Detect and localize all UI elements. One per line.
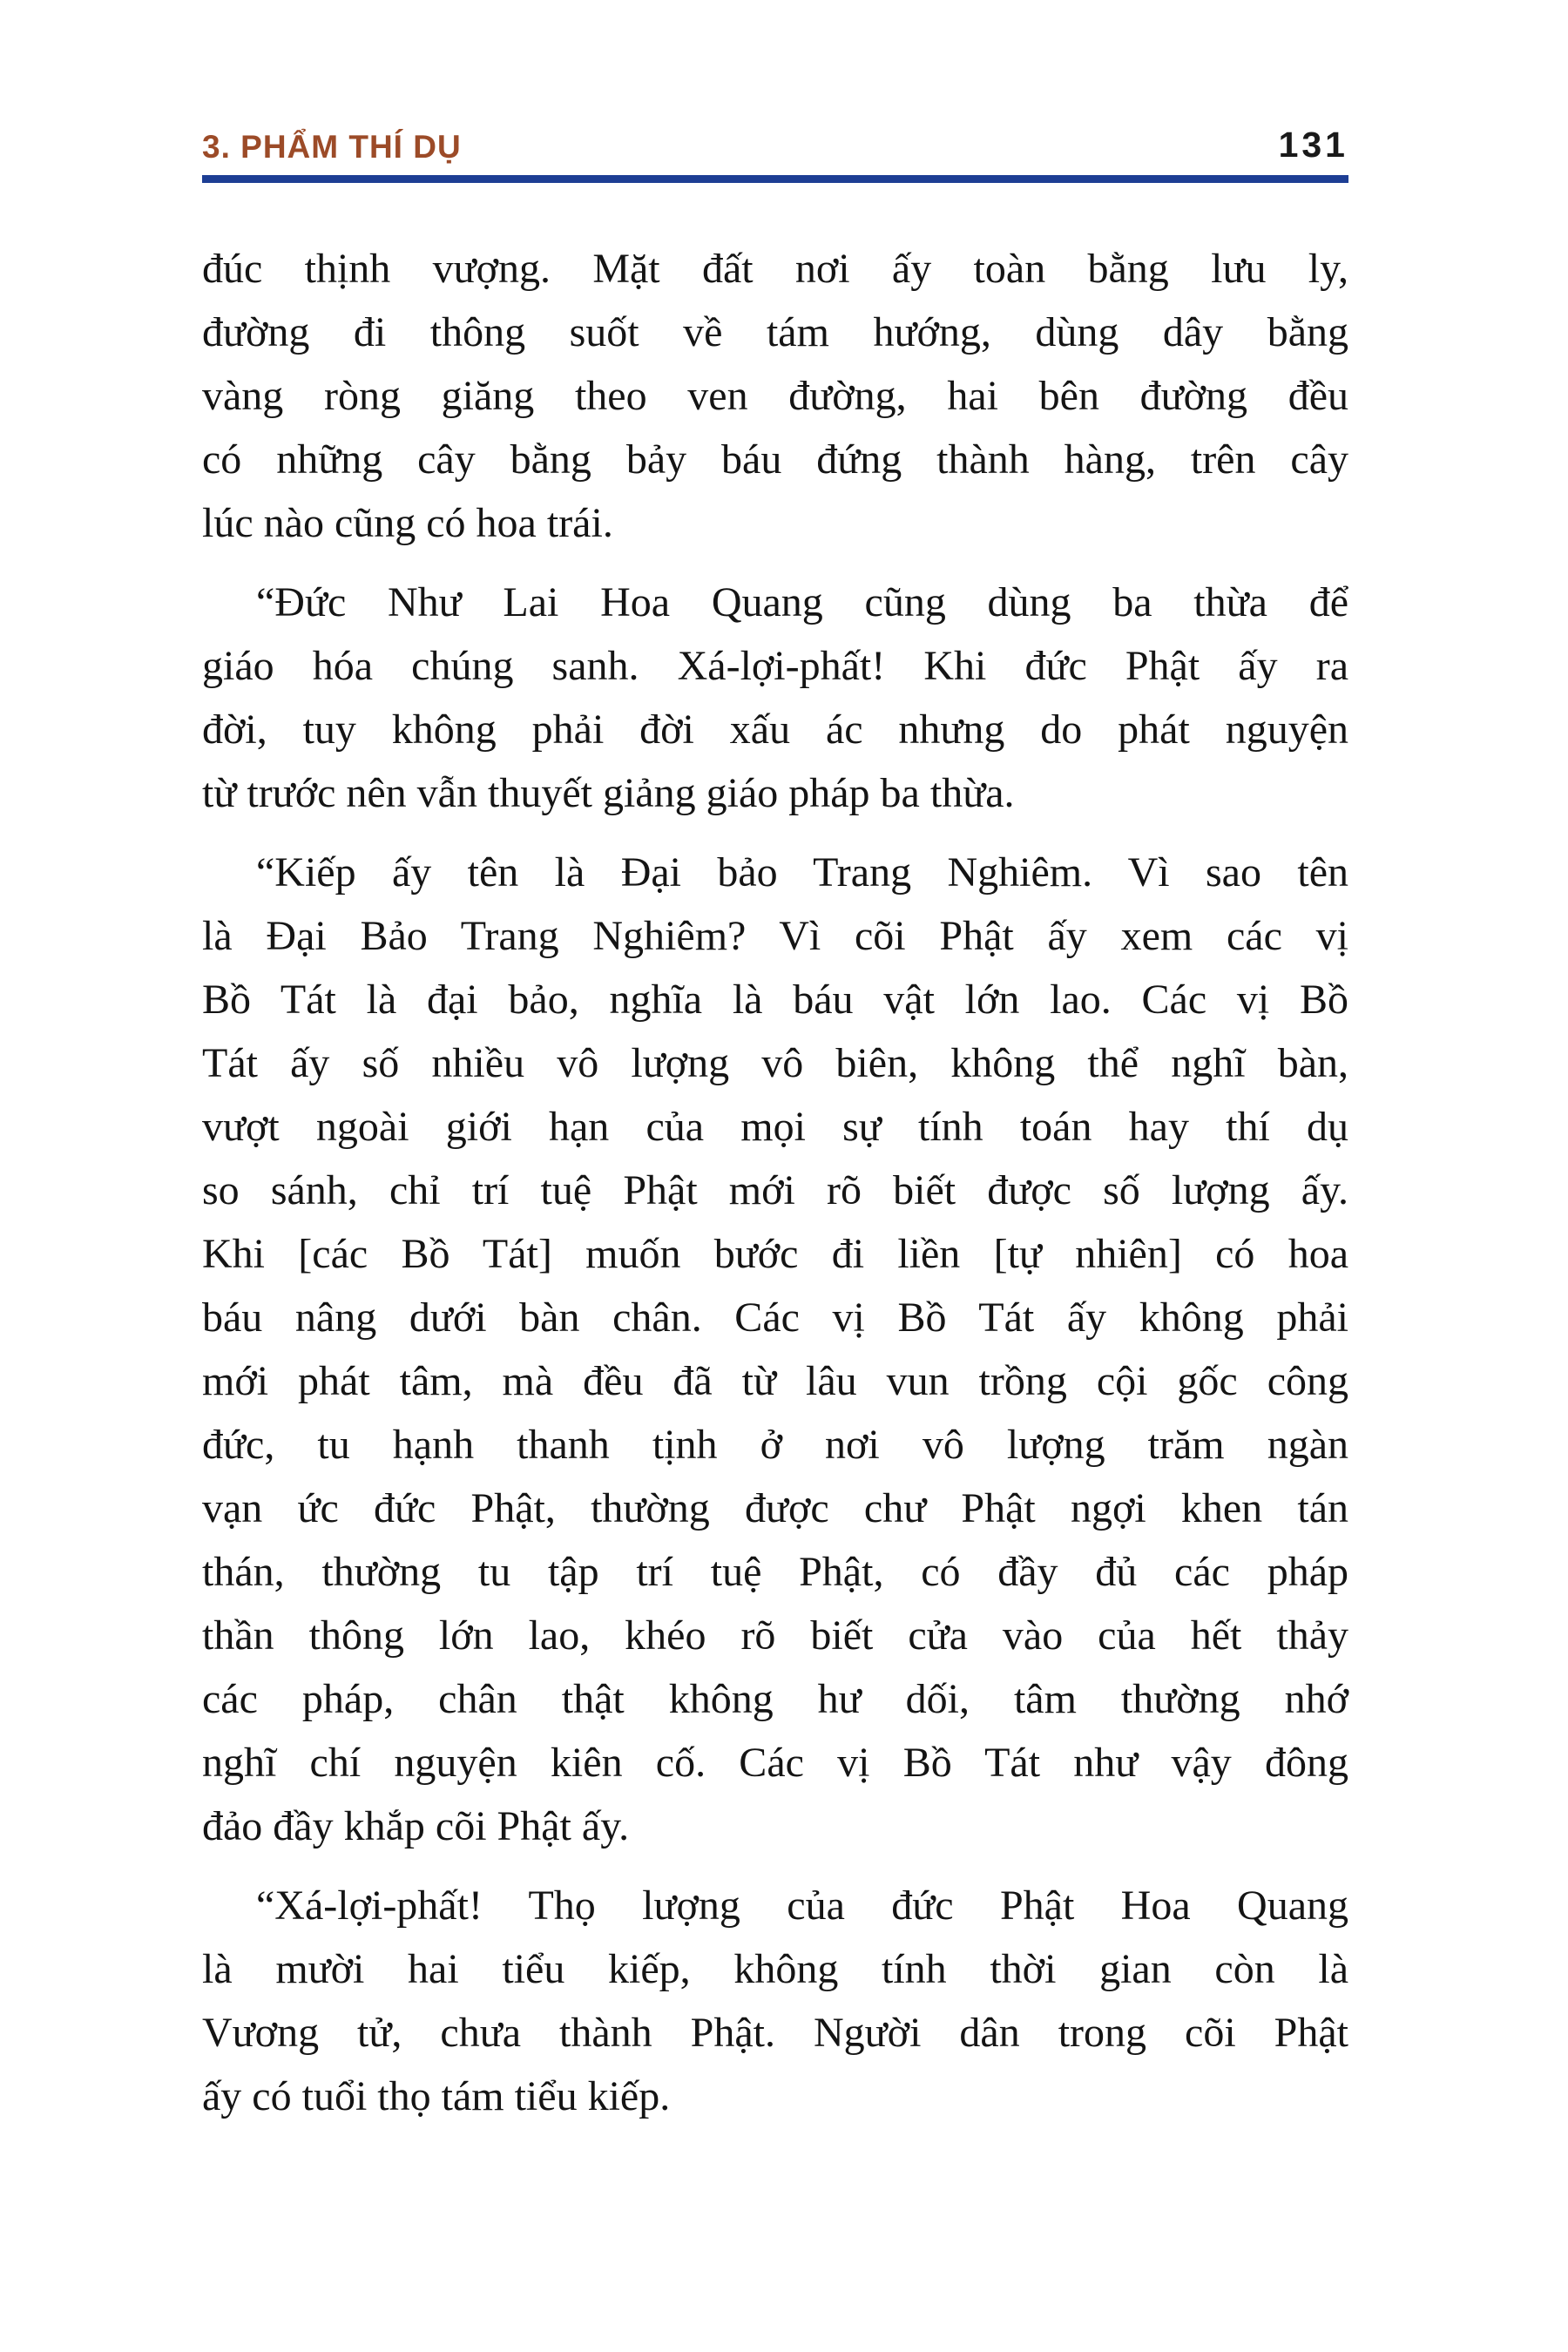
text-line: là Đại Bảo Trang Nghiêm? Vì cõi Phật ấy xem các vị <box>202 913 1348 959</box>
header-rule <box>202 175 1348 183</box>
text-line: báu nâng dưới bàn chân. Các vị Bồ Tát ấy không phải <box>202 1294 1348 1341</box>
page-header <box>202 0 1348 183</box>
text-line: giáo hóa chúng sanh. Xá-lợi-phất! Khi đức Phật ấy ra <box>202 643 1348 689</box>
text-line: Vương tử, chưa thành Phật. Người dân trong cõi Phật <box>202 2010 1348 2056</box>
text-line: Khi [các Bồ Tát] muốn bước đi liền [tự nhiên] có hoa <box>202 1231 1348 1277</box>
text-line: vàng ròng giăng theo ven đường, hai bên đường đều <box>202 373 1348 419</box>
running-head: 3. PHẨM THÍ DỤ <box>202 129 462 165</box>
text-line: ấy có tuổi thọ tám tiểu kiếp. <box>202 2073 671 2119</box>
text-line: các pháp, chân thật không hư dối, tâm thường nhớ <box>202 1676 1348 1722</box>
body-text <box>202 237 1348 2128</box>
text-line: đúc thịnh vượng. Mặt đất nơi ấy toàn bằng lưu ly, <box>202 246 1348 292</box>
paragraph-1 <box>202 237 1348 555</box>
text-line: “Xá-lợi-phất! Thọ lượng của đức Phật Hoa Quang <box>256 1882 1348 1929</box>
text-line: từ trước nên vẫn thuyết giảng giáo pháp ba thừa. <box>202 770 1015 816</box>
text-line: nghĩ chí nguyện kiên cố. Các vị Bồ Tát như vậy đông <box>202 1740 1348 1786</box>
paragraph-4 <box>202 1874 1348 2128</box>
text-line: so sánh, chỉ trí tuệ Phật mới rõ biết được số lượng ấy. <box>202 1167 1348 1213</box>
text-line: thán, thường tu tập trí tuệ Phật, có đầy đủ các pháp <box>202 1549 1348 1595</box>
text-line: Bồ Tát là đại bảo, nghĩa là báu vật lớn lao. Các vị Bồ <box>202 977 1348 1023</box>
text-line: Tát ấy số nhiều vô lượng vô biên, không thể nghĩ bàn, <box>202 1040 1348 1086</box>
text-line: “Kiếp ấy tên là Đại bảo Trang Nghiêm. Vì sao tên <box>256 849 1348 896</box>
page-number: 131 <box>1278 125 1348 165</box>
text-line: lúc nào cũng có hoa trái. <box>202 500 613 546</box>
text-line: đức, tu hạnh thanh tịnh ở nơi vô lượng trăm ngàn <box>202 1422 1348 1468</box>
paragraph-3 <box>202 841 1348 1858</box>
text-line: đảo đầy khắp cõi Phật ấy. <box>202 1803 630 1849</box>
text-line: đường đi thông suốt về tám hướng, dùng dây bằng <box>202 309 1348 355</box>
text-line: đời, tuy không phải đời xấu ác nhưng do phát nguyện <box>202 706 1348 753</box>
paragraph-2 <box>202 571 1348 825</box>
text-line: vượt ngoài giới hạn của mọi sự tính toán hay thí dụ <box>202 1104 1348 1150</box>
text-line: “Đức Như Lai Hoa Quang cũng dùng ba thừa để <box>256 579 1348 625</box>
text-line: vạn ức đức Phật, thường được chư Phật ngợi khen tán <box>202 1485 1348 1531</box>
page-content <box>202 0 1348 2144</box>
text-line: thần thông lớn lao, khéo rõ biết cửa vào của hết thảy <box>202 1612 1348 1659</box>
text-line: là mười hai tiểu kiếp, không tính thời gian còn là <box>202 1946 1348 1992</box>
header-row <box>202 127 1348 163</box>
text-line: có những cây bằng bảy báu đứng thành hàng, trên cây <box>202 436 1348 483</box>
text-line: mới phát tâm, mà đều đã từ lâu vun trồng cội gốc công <box>202 1358 1348 1404</box>
